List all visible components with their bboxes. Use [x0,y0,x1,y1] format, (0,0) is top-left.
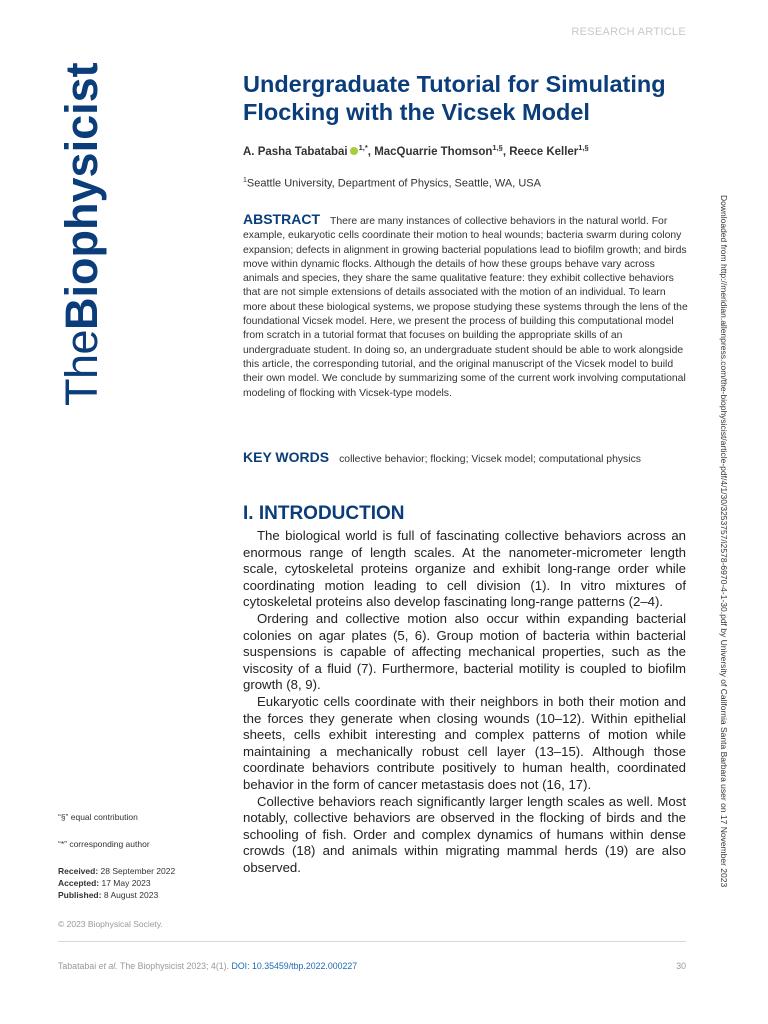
keywords-heading: KEY WORDS [243,449,330,465]
date-accepted: Accepted: 17 May 2023 [58,878,151,889]
author-affiliation-marker: 1,* [358,143,368,152]
introduction-body [243,528,686,876]
orcid-icon[interactable] [350,147,358,155]
author-name: MacQuarrie Thomson [374,145,493,158]
download-note-text: Downloaded from http://meridian.allenpress.com/the-biophysicist/article-pdf/4/1/30/3253757/i2578-6970-4-1-30.pdf by University of California Santa Barbara user on 17 November 2023 [719,195,729,888]
author-name: Reece Keller [509,145,579,158]
abstract [243,212,688,401]
author-separator: , [367,145,375,158]
footnote-equal-contribution: “§” equal contribution [58,812,138,822]
intro-paragraph: The biological world is full of fascinating collective behaviors across an enormous range of length scales. At the nanometer-micrometer length scale, cytoskeletal proteins organize and exhibit long-range order while coordinating motion leading to cell division (1). In vitro mixtures of cytoskeletal proteins also develop fascinating long-range patterns (2–4). [243,528,686,610]
affiliation [243,177,713,190]
keywords [243,450,688,467]
author-affiliation-marker: 1,§ [578,143,589,152]
footnote-corresponding-author: “*” corresponding author [58,839,150,849]
footer-citation: Tabatabai et al. The Biophysicist 2023; 4(1). DOI: 10.35459/tbp.2022.000227 [58,961,358,971]
author-name: A. Pasha Tabatabai [243,145,348,158]
author-affiliation-marker: 1,§ [492,143,503,152]
date-published: Published: 8 August 2023 [58,890,159,901]
page-number: 30 [676,961,686,971]
abstract-heading: ABSTRACT [243,211,320,227]
journal-logo-the: The [56,329,107,406]
affiliation-text: Seattle University, Department of Physics, Seattle, WA, USA [246,177,541,190]
journal-logo-name: Biophysicist [56,62,107,330]
author-separator: , [502,145,510,158]
article-type-label: RESEARCH ARTICLE [571,26,686,38]
doi-link[interactable]: DOI: 10.35459/tbp.2022.000227 [231,961,358,971]
date-received: Received: 28 September 2022 [58,866,176,876]
copyright: © 2023 Biophysical Society. [58,919,163,929]
author-list [243,143,713,158]
affiliation-marker: 1 [243,177,247,184]
footer-divider [58,941,686,942]
keywords-text: collective behavior; flocking; Vicsek model; computational physics [339,454,641,465]
publication-dates [58,865,228,902]
intro-paragraph: Ordering and collective motion also occur within expanding bacterial colonies on agar plates (5, 6). Group motion of bacteria within bacterial suspensions is capable of affecting mechanical properties, such as the viscosity of a fluid (7). Furthermore, bacterial motility is coupled to biofilm growth (8, 9). [243,610,686,693]
intro-paragraph: Collective behaviors reach significantly larger length scales as well. Most notably, collective behaviors are observed in the flocking of birds and the schooling of fish. Order and complex dynamics of humans within dense crowds (18) and animals within migrating mammal herds (19) are also observed. [243,793,686,875]
download-side-note [720,0,748,1024]
journal-logo [56,62,107,406]
intro-paragraph: Eukaryotic cells coordinate with their neighbors in both their motion and the forces they generate when closing wounds (10–12). Within epithelial sheets, cells exhibit interesting and complex patterns of motion while maintaining a mechanically robust cell layer (13–15). Although those coordinate behaviors contribute positively to human health, coordinated behavior in the form of cancer metastasis does not (16, 17). [243,693,686,792]
abstract-text: There are many instances of collective behaviors in the natural world. For example, eukaryotic cells coordinate their motion to heal wounds; bacteria swarm during colony expansion; defects in alignment in growing bacterial populations lead to biofilm growth; and birds move within dynamic flocks. Although the details of how these groups behave vary across animals and species, they share the same qualitative feature: they exhibit collective behaviors that are not simple extensions of details associated with the motion of an individual. To learn more about these biological systems, we propose studying these systems through the lens of the foundational Vicsek model. Here, we present the process of building this computational model from scratch in a tutorial format that focuses on building the appropriate skills of an undergraduate student. In doing so, an undergraduate student should be able to work alongside this article, the corresponding tutorial, and the original manuscript of the Vicsek model to build their own model. We conclude by summarizing some of the current work involving computational modeling of flocking with Vicsek-type models. [243,216,688,399]
article-title: Undergraduate Tutorial for Simulating Flocking with the Vicsek Model [243,71,666,125]
section-heading: I. INTRODUCTION [243,503,405,524]
